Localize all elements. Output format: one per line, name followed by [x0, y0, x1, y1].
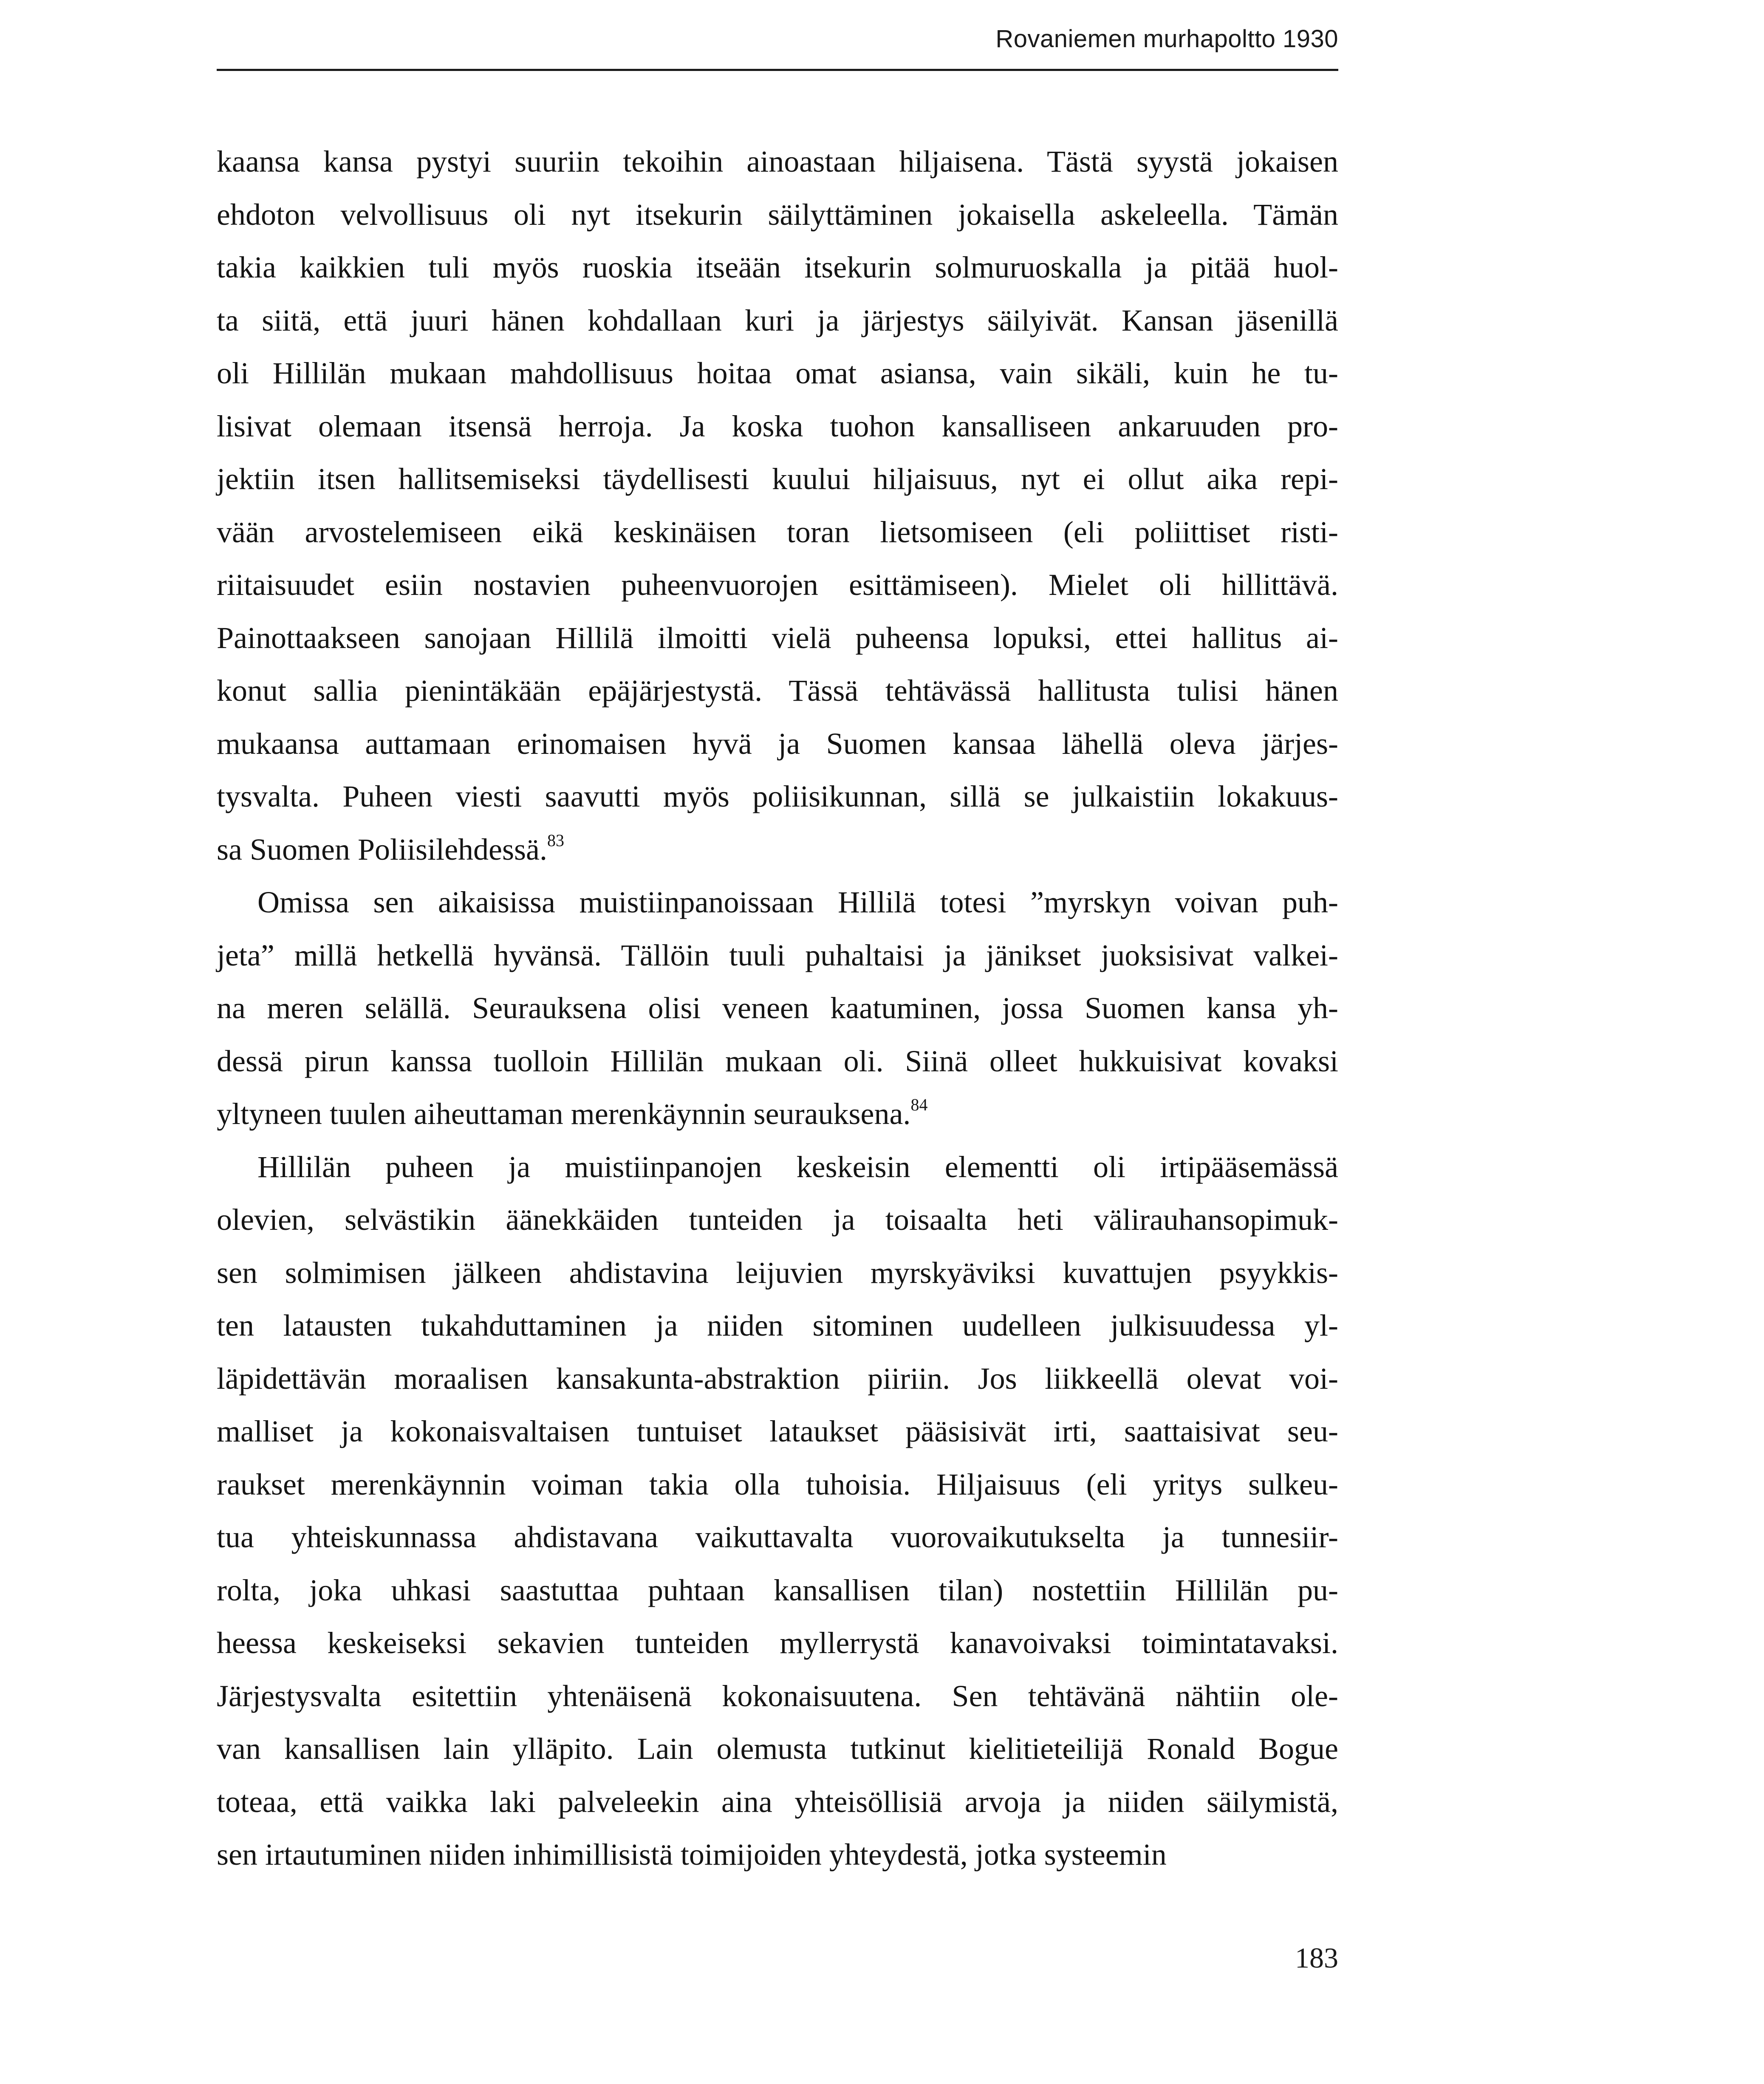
line-text: olevien, selvästikin äänekkäiden tunteiden ja toisaalta heti välirauhansopimuk-: [217, 1203, 1338, 1237]
text-line: [217, 1670, 1338, 1723]
line-text: lisivat olemaan itsensä herroja. Ja koska tuohon kansalliseen ankaruuden pro-: [217, 409, 1338, 443]
text-line: [217, 982, 1338, 1035]
text-line: [217, 506, 1338, 559]
line-text: vään arvostelemiseen eikä keskinäisen toran lietsomiseen (eli poliittiset risti-: [217, 515, 1338, 549]
line-text: sen solmimisen jälkeen ahdistavina leijuvien myrskyäviksi kuvattujen psyykkis-: [217, 1255, 1338, 1290]
line-text: jeta” millä hetkellä hyvänsä. Tällöin tuuli puhaltaisi ja jänikset juoksisivat valkei-: [217, 938, 1338, 972]
line-text: Omissa sen aikaisissa muistiinpanoissaan Hillilä totesi ”myrskyn voivan puh-: [257, 885, 1338, 919]
text-line: [217, 876, 1338, 929]
text-line: [217, 1511, 1338, 1564]
text-line: [217, 1246, 1338, 1300]
line-text: heessa keskeiseksi sekavien tunteiden myllerrystä kanavoivaksi toimintatavaksi.: [217, 1626, 1338, 1660]
line-text: Järjestysvalta esitettiin yhtenäisenä kokonaisuutena. Sen tehtävänä nähtiin ole-: [217, 1679, 1338, 1713]
text-line: [217, 1087, 1338, 1141]
text-line: [217, 1299, 1338, 1352]
text-line: [217, 612, 1338, 665]
line-text: takia kaikkien tuli myös ruoskia itseään itsekurin solmuruoskalla ja pitää huol-: [217, 250, 1338, 284]
line-text: konut sallia pienintäkään epäjärjestystä. Tässä tehtävässä hallitusta tulisi hänen: [217, 674, 1338, 708]
line-text: ehdoton velvollisuus oli nyt itsekurin säilyttäminen jokaisella askeleella. Tämän: [217, 197, 1338, 232]
text-line: [217, 135, 1338, 188]
text-line: [217, 1405, 1338, 1458]
paragraph: [217, 876, 1338, 1141]
paragraph: [217, 135, 1338, 876]
text-line: [217, 188, 1338, 241]
text-line: [217, 294, 1338, 347]
paragraph-container: [217, 135, 1338, 1881]
line-text: kaansa kansa pystyi suuriin tekoihin ainoastaan hiljaisena. Tästä syystä jokaisen: [217, 144, 1338, 178]
text-line: [217, 1458, 1338, 1511]
text-line: [217, 1352, 1338, 1405]
line-text: na meren selällä. Seurauksena olisi veneen kaatuminen, jossa Suomen kansa yh-: [217, 991, 1338, 1025]
line-text: jektiin itsen hallitsemiseksi täydellisesti kuului hiljaisuus, nyt ei ollut aika repi-: [217, 462, 1338, 496]
text-line: [217, 770, 1338, 823]
text-line: [217, 929, 1338, 982]
running-head: Rovaniemen murhapoltto 1930: [995, 25, 1338, 53]
text-line: [217, 1775, 1338, 1829]
line-text: malliset ja kokonaisvaltaisen tuntuiset lataukset pääsisivät irti, saattaisivat seu-: [217, 1414, 1338, 1448]
line-text: läpidettävän moraalisen kansakunta-abstraktion piiriin. Jos liikkeellä olevat voi-: [217, 1361, 1338, 1396]
header-rule: [217, 69, 1338, 71]
text-line: [217, 1035, 1338, 1088]
text-line: [217, 1722, 1338, 1775]
line-text: raukset merenkäynnin voiman takia olla tuhoisia. Hiljaisuus (eli yritys sulkeu-: [217, 1467, 1338, 1501]
line-text: sa Suomen Poliisilehdessä.: [217, 832, 547, 866]
text-line: [217, 241, 1338, 294]
text-line: [217, 664, 1338, 717]
text-line: [217, 453, 1338, 506]
paragraph: [217, 1141, 1338, 1881]
line-text: ten latausten tukahduttaminen ja niiden sitominen uudelleen julkisuudessa yl-: [217, 1308, 1338, 1342]
line-text: toteaa, että vaikka laki palveleekin aina yhteisöllisiä arvoja ja niiden säilymistä,: [217, 1784, 1338, 1819]
line-text: rolta, joka uhkasi saastuttaa puhtaan kansallisen tilan) nostettiin Hillilän pu-: [217, 1573, 1338, 1607]
line-text: ta siitä, että juuri hänen kohdallaan kuri ja järjestys säilyivät. Kansan jäsenillä: [217, 303, 1338, 337]
line-text: Painottaakseen sanojaan Hillilä ilmoitti vielä puheensa lopuksi, ettei hallitus ai-: [217, 620, 1338, 655]
text-line: [217, 1193, 1338, 1246]
text-line: [217, 823, 1338, 876]
text-line: [217, 717, 1338, 770]
line-text: van kansallisen lain ylläpito. Lain olemusta tutkinut kielitieteilijä Ronald Bogue: [217, 1732, 1338, 1766]
line-text: sen irtautuminen niiden inhimillisistä toimijoiden yhteydestä, jotka systeemin: [217, 1838, 1167, 1872]
text-line: [217, 347, 1338, 400]
line-text: tysvalta. Puheen viesti saavutti myös poliisikunnan, sillä se julkaistiin lokakuus-: [217, 779, 1338, 813]
footnote-marker[interactable]: 83: [547, 830, 564, 850]
page-number: 183: [1295, 1942, 1338, 1974]
text-line: [217, 1617, 1338, 1670]
line-text: oli Hillilän mukaan mahdollisuus hoitaa omat asiansa, vain sikäli, kuin he tu-: [217, 356, 1338, 390]
line-text: yltyneen tuulen aiheuttaman merenkäynnin seurauksena.: [217, 1097, 911, 1131]
footnote-marker[interactable]: 84: [910, 1095, 928, 1114]
text-line: [217, 400, 1338, 453]
line-text: dessä pirun kanssa tuolloin Hillilän mukaan oli. Siinä olleet hukkuisivat kovaksi: [217, 1044, 1338, 1078]
line-text: mukaansa auttamaan erinomaisen hyvä ja Suomen kansaa lähellä oleva järjes-: [217, 726, 1338, 761]
text-line: [217, 1828, 1338, 1881]
line-text: Hillilän puheen ja muistiinpanojen keskeisin elementti oli irtipääsemässä: [257, 1150, 1338, 1184]
line-text: tua yhteiskunnassa ahdistavana vaikuttavalta vuorovaikutukselta ja tunnesiir-: [217, 1520, 1338, 1554]
text-line: [217, 558, 1338, 612]
text-line: [217, 1564, 1338, 1617]
line-text: riitaisuudet esiin nostavien puheenvuorojen esittämiseen). Mielet oli hillittävä.: [217, 568, 1338, 602]
text-line: [217, 1141, 1338, 1194]
body-text: [217, 135, 1338, 1881]
